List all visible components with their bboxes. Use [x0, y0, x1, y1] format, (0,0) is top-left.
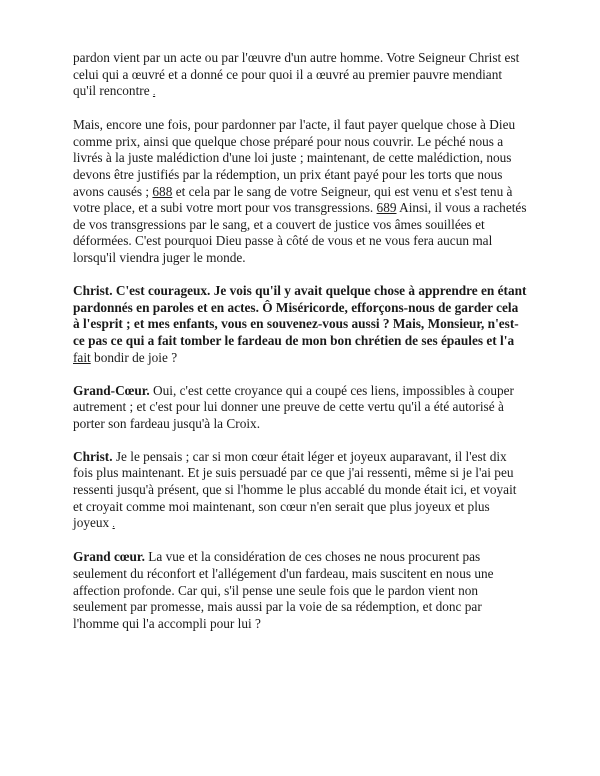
- paragraph-text: Mais, encore une fois, pour pardonner par l'acte, il faut payer quelque chose à Dieu comme prix, ainsi que quelque chose préparé pour nous couvrir. Le péché nous a livrés à la juste malédiction d'une loi juste ; maintenant, de cette malédiction, nous devons être justifiés par la rédemption, un prix étant payé pour les torts que nous avons causés ;: [73, 117, 516, 199]
- word-link-fait[interactable]: fait: [73, 349, 91, 365]
- speaker-name: Christ.: [73, 448, 113, 464]
- paragraph-3: [73, 283, 528, 366]
- paragraph-6: [73, 549, 528, 632]
- paragraph-text: pardon vient par un acte ou par l'œuvre d'un autre homme. Votre Seigneur Christ est celui qui a œuvré et a donné ce pour quoi il a œuvré au premier pauvre mendiant qu'il rencontre: [73, 50, 520, 99]
- speaker-name: Grand-Cœur.: [73, 382, 150, 398]
- paragraph-text: Je le pensais ; car si mon cœur était léger et joyeux auparavant, il l'est dix fois plus maintenant. Et je suis persuadé par ce que j'ai ressenti, même si je l'ai peu ressenti jusqu'à présent, que si l'homme le plus accablé du monde était ici, et voyait et croyait comme moi maintenant, son cœur n'en serait que plus joyeux et plus joyeux: [73, 448, 517, 531]
- paragraph-4: [73, 383, 528, 433]
- paragraph-text: Ainsi, il vous a rachetés de vos transgressions par le sang, et a couvert de justice vos âmes souillées et déformées. C'est pourquoi Dieu passe à côté de vous et ne vous fera aucun mal lorsqu'il viendra juger le monde.: [73, 200, 527, 266]
- footnote-link-689[interactable]: 689: [376, 200, 397, 216]
- paragraph-text: et cela par le sang de votre Seigneur, qui est venu et s'est tenu à votre place, et a subi votre mort pour vos transgressions.: [73, 183, 513, 216]
- paragraph-1: [73, 50, 528, 101]
- note-marker-link[interactable]: .: [152, 87, 156, 98]
- bold-dialogue: Christ. C'est courageux. Je vois qu'il y avait quelque chose à apprendre en étant pardonnés en paroles et en actes. Ô Miséricorde, efforçons-nous de garder cela à l'esprit ; et mes enfants, vous en souvenez-vous aussi ? Mais, Monsieur, n'est-ce pas ce qui a fait tomber le fardeau de mon bon chrétien de ses épaules et l'a: [73, 283, 527, 348]
- paragraph-text: bondir de joie ?: [94, 349, 178, 365]
- footnote-link-688[interactable]: 688: [152, 183, 173, 199]
- paragraph-2: [73, 117, 528, 266]
- speaker-name: Grand cœur.: [73, 549, 145, 565]
- paragraph-text: Oui, c'est cette croyance qui a coupé ces liens, impossibles à couper autrement ; et c'est pour lui donner une preuve de cette vertu qu'il a été autorisé à porter son fardeau jusqu'à la Croix.: [73, 382, 514, 431]
- paragraph-text: La vue et la considération de ces choses ne nous procurent pas seulement du réconfort et l'allégement d'un fardeau, mais suscitent en nous une affection profonde. Car qui, s'il pense une seule fois que le pardon vient non seulement par promesse, mais aussi par la voie de sa rédemption, et donc par l'homme qui l'a accompli pour lui ?: [73, 549, 494, 631]
- paragraph-5: [73, 449, 528, 533]
- note-marker-link[interactable]: .: [112, 519, 115, 530]
